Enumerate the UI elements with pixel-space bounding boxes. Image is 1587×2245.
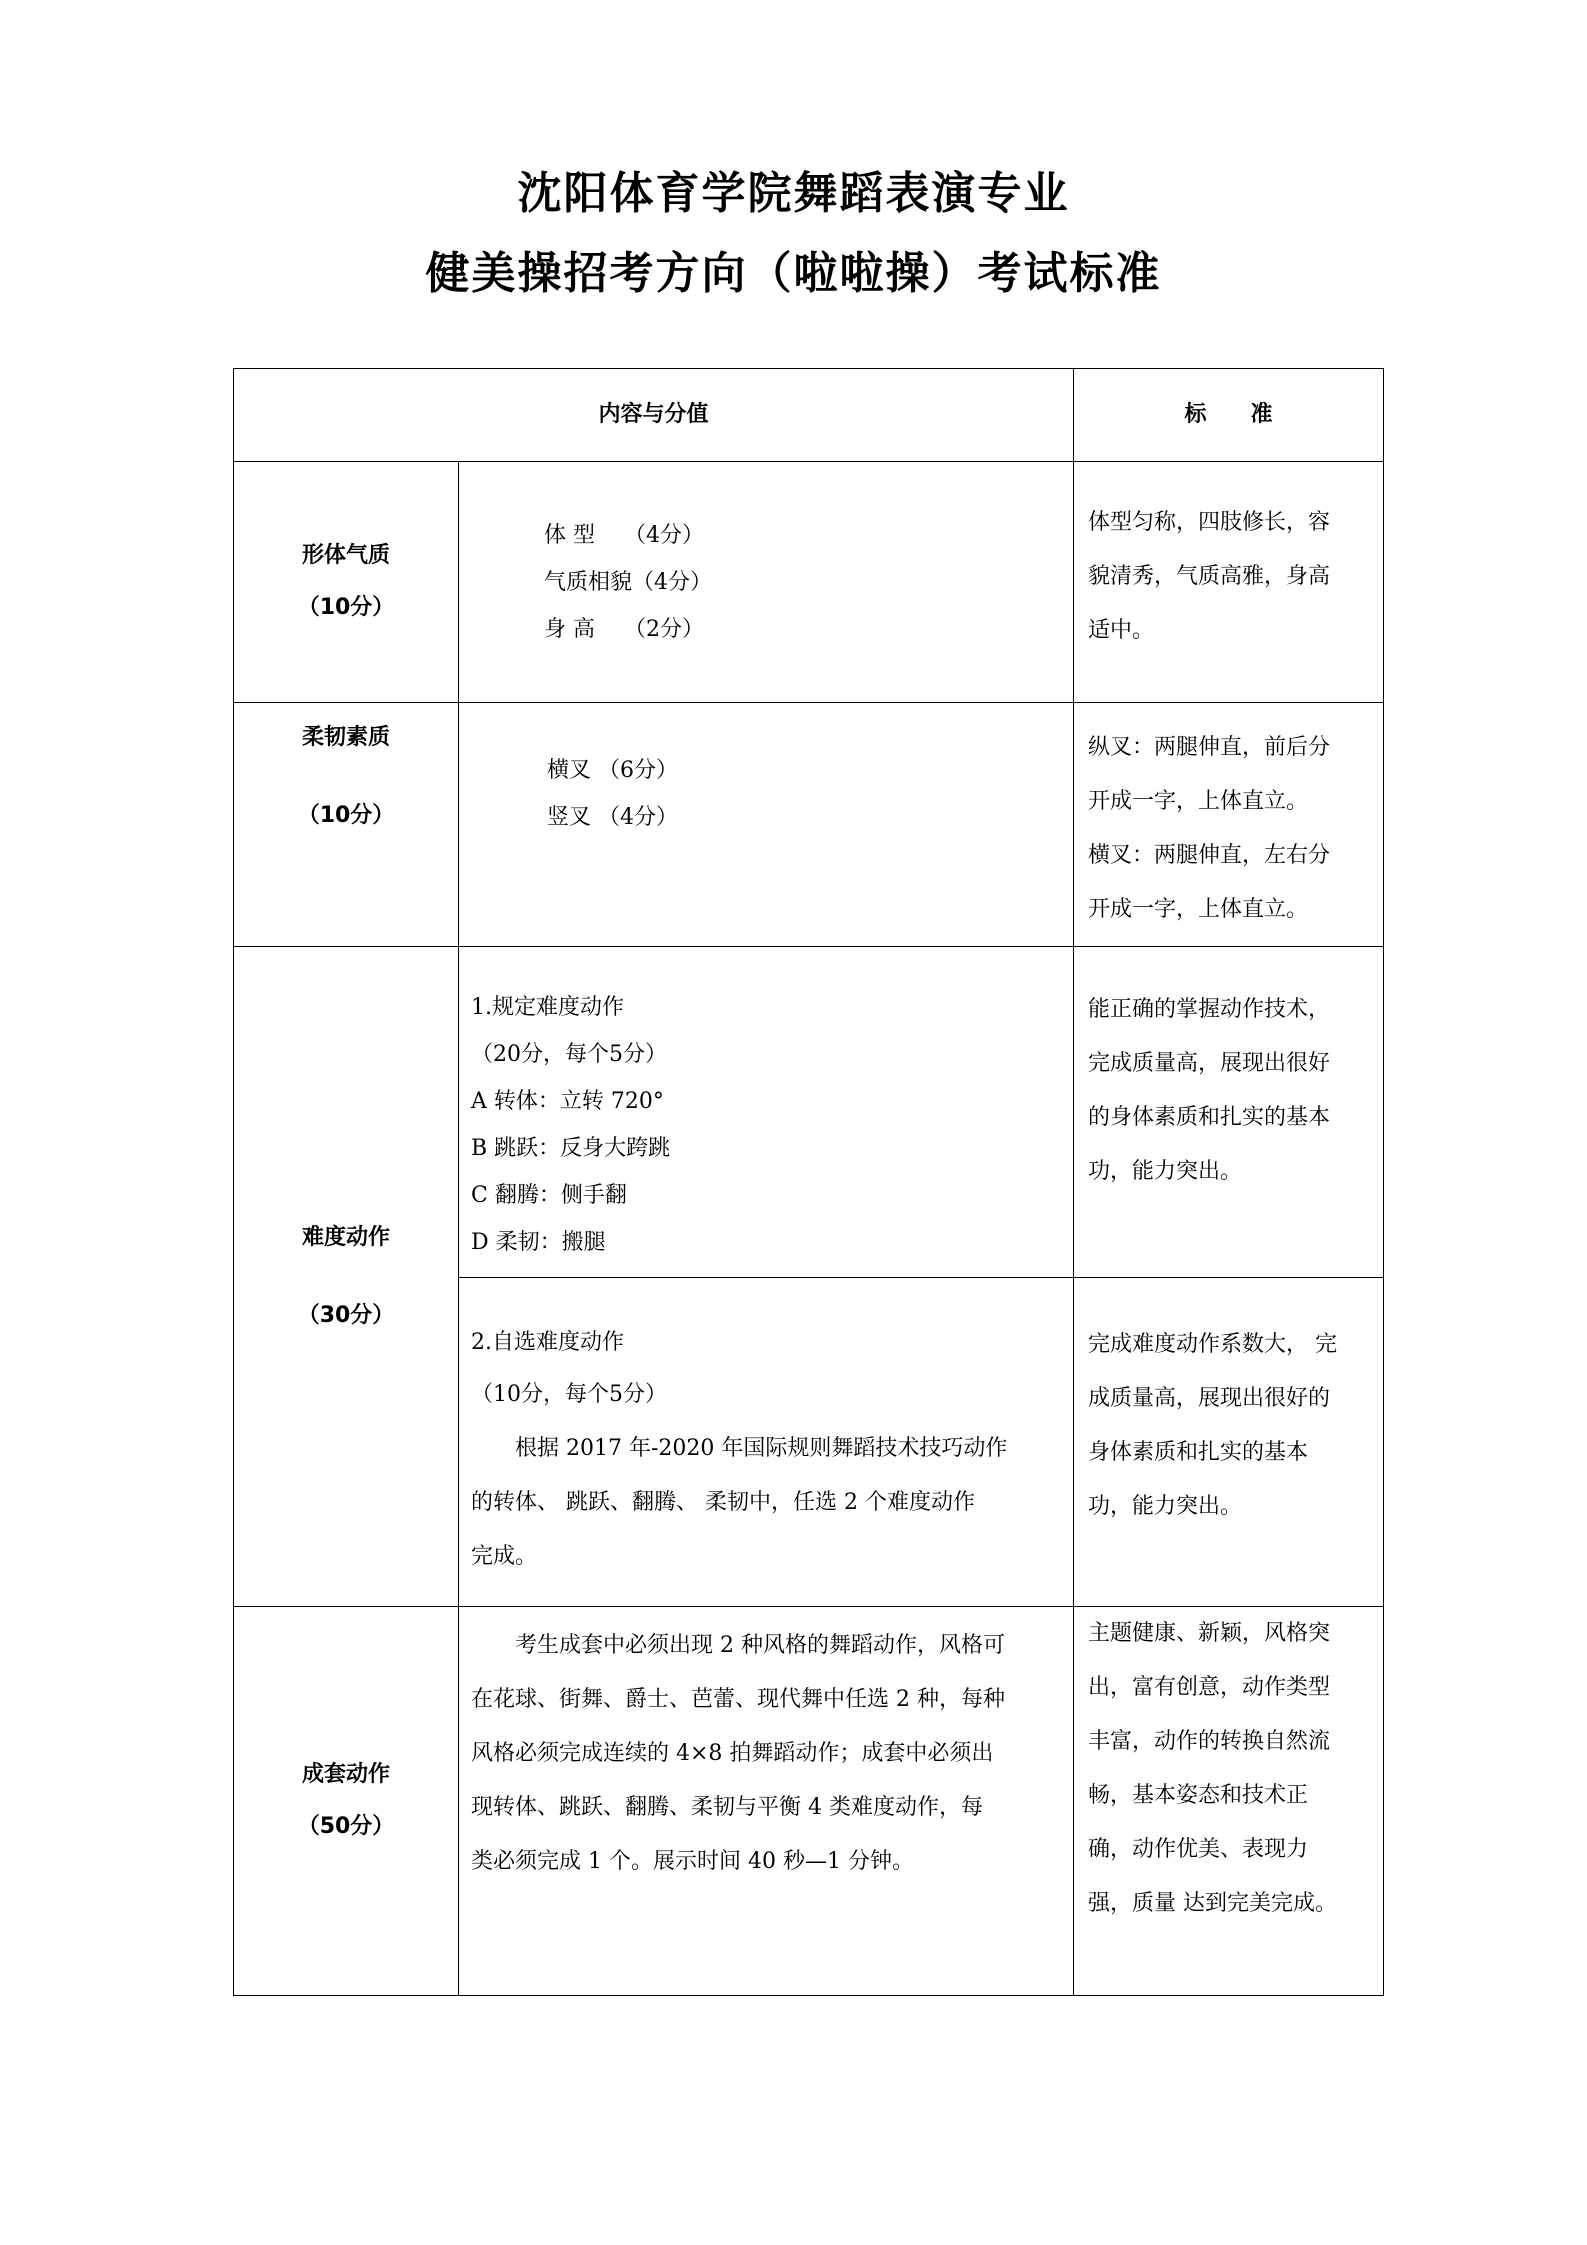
standard-line: 完成难度动作系数大， 完	[1088, 1332, 1338, 1357]
category-name: 形体气质	[301, 543, 390, 568]
standard-line: 体型匀称，四肢修长，容	[1088, 510, 1331, 535]
table-row	[234, 1607, 1384, 1996]
standard-cell	[1074, 1278, 1384, 1607]
standard-cell	[1074, 462, 1384, 703]
document-title-line1: 沈阳体育学院舞蹈表演专业	[517, 168, 1070, 219]
content-item: 体 型 （4分）	[544, 523, 704, 548]
category-cell	[234, 462, 459, 703]
paragraph-line: 根据 2017 年-2020 年国际规则舞蹈技术技巧动作	[515, 1436, 1008, 1461]
content-cell	[459, 1607, 1074, 1996]
category-score: （10分）	[297, 595, 395, 620]
standard-cell	[1074, 947, 1384, 1278]
standard-line: 成质量高，展现出很好的	[1088, 1386, 1331, 1411]
standard-line: 的身体素质和扎实的基本	[1088, 1105, 1331, 1130]
table-row	[234, 462, 1384, 703]
table-row	[234, 703, 1384, 947]
content-cell	[459, 1278, 1074, 1607]
content-item: A 转体：立转 720°	[471, 1089, 664, 1114]
content-item: C 翻腾：侧手翻	[471, 1183, 627, 1208]
paragraph-line: 类必须完成 1 个。展示时间 40 秒—1 分钟。	[471, 1849, 914, 1874]
content-item: 横叉 （6分）	[547, 758, 678, 783]
paragraph-line: 完成。	[471, 1544, 538, 1569]
standard-line: 貌清秀，气质高雅，身高	[1088, 564, 1331, 589]
header-content-score: 内容与分值	[234, 369, 1074, 462]
table-header-row	[234, 369, 1384, 462]
content-paragraph	[471, 1422, 1059, 1584]
content-item: 1.规定难度动作	[471, 995, 624, 1020]
content-item: 身 高 （2分）	[544, 617, 704, 642]
content-paragraph	[459, 1607, 1073, 1889]
standard-line: 能正确的掌握动作技术，	[1088, 997, 1331, 1022]
content-item: （10分，每个5分）	[471, 1382, 667, 1407]
content-item: 2.自选难度动作	[471, 1330, 624, 1355]
standard-line: 功，能力突出。	[1088, 1494, 1243, 1519]
standard-line: 确，动作优美、表现力	[1088, 1837, 1309, 1862]
header-standard: 标 准	[1074, 369, 1384, 462]
paragraph-line: 的转体、 跳跃、翻腾、 柔韧中，任选 2 个难度动作	[471, 1490, 975, 1515]
exam-standard-table	[233, 368, 1384, 1996]
standard-line: 开成一字，上体直立。	[1088, 897, 1309, 922]
category-cell	[234, 1607, 459, 1996]
category-score: （50分）	[297, 1814, 395, 1839]
standard-line: 畅，基本姿态和技术正	[1088, 1783, 1309, 1808]
content-item: 竖叉 （4分）	[547, 805, 678, 830]
standard-cell	[1074, 703, 1384, 947]
standard-line: 强，质量 达到完美完成。	[1088, 1891, 1338, 1916]
standard-line: 完成质量高，展现出很好	[1088, 1051, 1331, 1076]
content-cell	[459, 947, 1074, 1278]
paragraph-line: 风格必须完成连续的 4×8 拍舞蹈动作；成套中必须出	[471, 1741, 994, 1766]
content-cell	[459, 703, 1074, 947]
category-score: （10分）	[297, 803, 395, 828]
table-row	[234, 947, 1384, 1278]
category-cell	[234, 703, 459, 947]
paragraph-line: 现转体、跳跃、翻腾、柔韧与平衡 4 类难度动作，每	[471, 1795, 983, 1820]
content-item: B 跳跃：反身大跨跳	[471, 1136, 671, 1161]
standard-line: 适中。	[1088, 618, 1155, 643]
standard-line: 开成一字，上体直立。	[1088, 789, 1309, 814]
standard-line: 功，能力突出。	[1088, 1159, 1243, 1184]
standard-line: 横叉：两腿伸直，左右分	[1088, 843, 1331, 868]
content-item: 气质相貌（4分）	[544, 570, 712, 595]
paragraph-line: 考生成套中必须出现 2 种风格的舞蹈动作，风格可	[515, 1633, 1005, 1658]
standard-line: 主题健康、新颖，风格突	[1088, 1621, 1331, 1646]
document-title-line2: 健美操招考方向（啦啦操）考试标准	[425, 248, 1162, 299]
category-name: 成套动作	[301, 1762, 390, 1787]
content-cell	[459, 462, 1074, 703]
content-item: D 柔韧：搬腿	[471, 1230, 606, 1255]
standard-line: 纵叉：两腿伸直，前后分	[1088, 735, 1331, 760]
standard-line: 身体素质和扎实的基本	[1088, 1440, 1309, 1465]
paragraph-line: 在花球、街舞、爵士、芭蕾、现代舞中任选 2 种，每种	[471, 1687, 1005, 1712]
category-cell	[234, 947, 459, 1607]
category-name: 柔韧素质	[301, 725, 390, 750]
standard-line: 出，富有创意，动作类型	[1088, 1675, 1331, 1700]
category-name: 难度动作	[301, 1224, 390, 1250]
category-score: （30分）	[297, 1302, 395, 1328]
content-item: （20分，每个5分）	[471, 1042, 667, 1067]
standard-cell	[1074, 1607, 1384, 1996]
standard-line: 丰富，动作的转换自然流	[1088, 1729, 1331, 1754]
